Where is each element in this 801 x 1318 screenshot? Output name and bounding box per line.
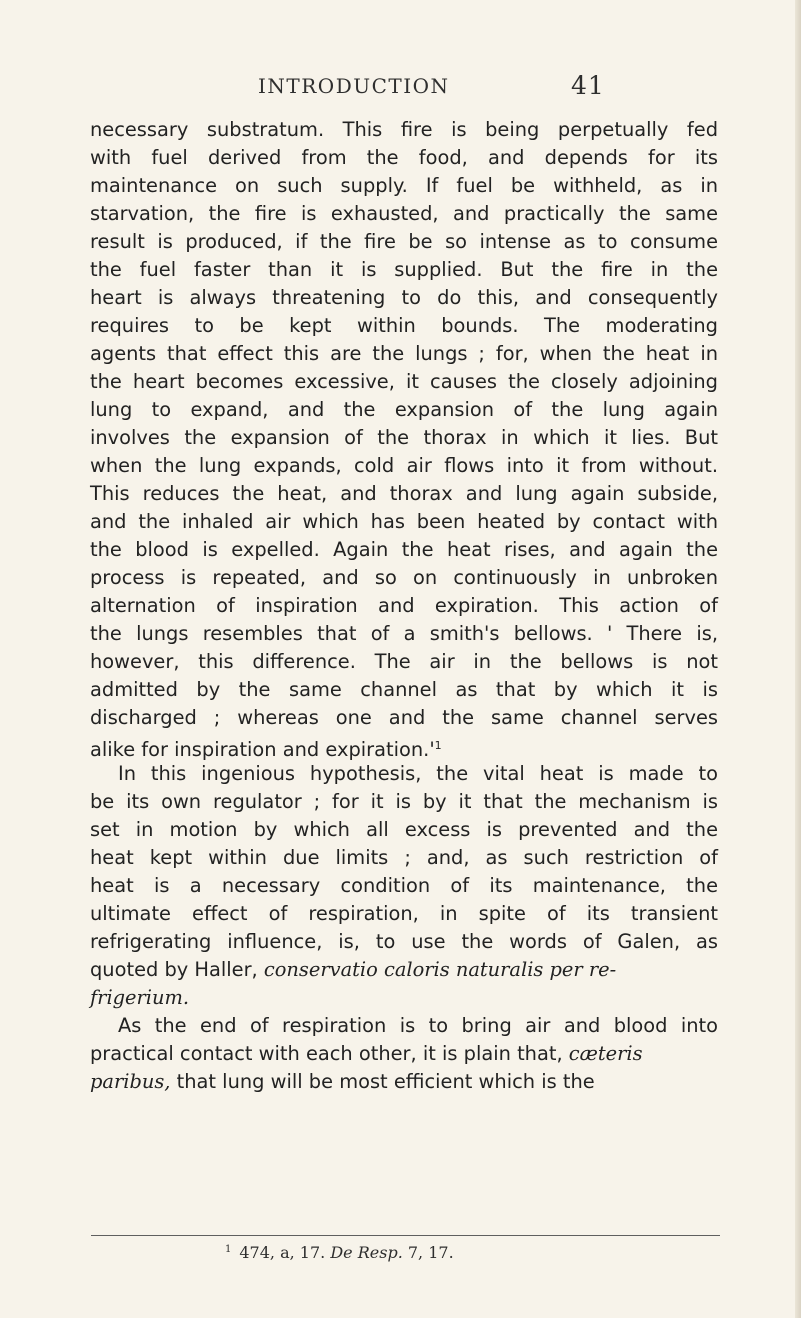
text-line: process is repeated, and so on continuously in unbroken xyxy=(90,566,718,589)
text-line xyxy=(90,1068,718,1096)
page-edge xyxy=(795,0,801,1318)
text-line: maintenance on such supply. If fuel be withheld, as in xyxy=(90,174,718,197)
text-line: the blood is expelled. Again the heat rises, and again the xyxy=(90,538,718,561)
text-line xyxy=(90,732,718,760)
text-segment: that lung will be most efficient which is the xyxy=(176,1070,595,1093)
running-title: INTRODUCTION xyxy=(258,74,450,98)
footnote-marker: 1 xyxy=(225,1244,232,1255)
text-line: alternation of inspiration and expiration. This action of xyxy=(90,594,718,617)
text-line: heart is always threatening to do this, and consequently xyxy=(90,286,718,309)
text-line: the heart becomes excessive, it causes the closely adjoining xyxy=(90,370,718,393)
text-line: set in motion by which all excess is prevented and the xyxy=(90,818,718,841)
text-line: when the lung expands, cold air flows into it from without. xyxy=(90,454,718,477)
footnote-citation: 474, a, 17. xyxy=(239,1243,326,1262)
text-line: involves the expansion of the thorax in which it lies. But xyxy=(90,426,718,449)
text-segment: alike for inspiration and expiration.' xyxy=(90,738,435,761)
footnote-tail: 7, 17. xyxy=(407,1243,454,1262)
text-segment: quoted by Haller, xyxy=(90,958,258,981)
text-line: starvation, the fire is exhausted, and practically the same xyxy=(90,202,718,225)
latin-quote-end: frigerium. xyxy=(90,986,190,1009)
text-line: and the inhaled air which has been heated by contact with xyxy=(90,510,718,533)
body-text xyxy=(90,116,718,1096)
text-line: This reduces the heat, and thorax and lung again subside, xyxy=(90,482,718,505)
running-header xyxy=(0,72,801,108)
paragraph-start-line: As the end of respiration is to bring air and blood into xyxy=(118,1014,718,1037)
text-line xyxy=(90,956,718,984)
text-segment: practical contact with each other, it is plain that, xyxy=(90,1042,563,1065)
text-line: discharged ; whereas one and the same channel serves xyxy=(90,706,718,729)
footnote xyxy=(225,1243,454,1262)
text-line: the fuel faster than it is supplied. But the fire in the xyxy=(90,258,718,281)
text-line: requires to be kept within bounds. The moderating xyxy=(90,314,718,337)
text-line: lung to expand, and the expansion of the lung again xyxy=(90,398,718,421)
text-line: however, this difference. The air in the bellows is not xyxy=(90,650,718,673)
text-line: necessary substratum. This fire is being perpetually fed xyxy=(90,118,718,141)
text-line: the lungs resembles that of a smith's bellows. ' There is, xyxy=(90,622,718,645)
text-line: heat is a necessary condition of its maintenance, the xyxy=(90,874,718,897)
text-line: admitted by the same channel as that by which it is xyxy=(90,678,718,701)
page-number: 41 xyxy=(571,71,605,100)
text-line: be its own regulator ; for it is by it that the mechanism is xyxy=(90,790,718,813)
paragraph-start-line: In this ingenious hypothesis, the vital heat is made to xyxy=(118,762,718,785)
latin-quote: conservatio caloris naturalis per re- xyxy=(263,958,617,981)
text-line xyxy=(90,1040,718,1068)
footnote-rule xyxy=(91,1235,720,1236)
text-line xyxy=(90,984,718,1012)
text-line: refrigerating influence, is, to use the words of Galen, as xyxy=(90,930,718,953)
footnote-reference: 1 xyxy=(434,739,442,752)
latin-phrase-end: paribus, xyxy=(90,1070,171,1093)
text-line: with fuel derived from the food, and depends for its xyxy=(90,146,718,169)
footnote-work-title: De Resp. xyxy=(330,1243,403,1262)
text-line: ultimate effect of respiration, in spite of its transient xyxy=(90,902,718,925)
text-line: result is produced, if the fire be so intense as to consume xyxy=(90,230,718,253)
text-line: agents that effect this are the lungs ; for, when the heat in xyxy=(90,342,718,365)
text-line: heat kept within due limits ; and, as such restriction of xyxy=(90,846,718,869)
latin-phrase: cæteris xyxy=(568,1042,643,1065)
